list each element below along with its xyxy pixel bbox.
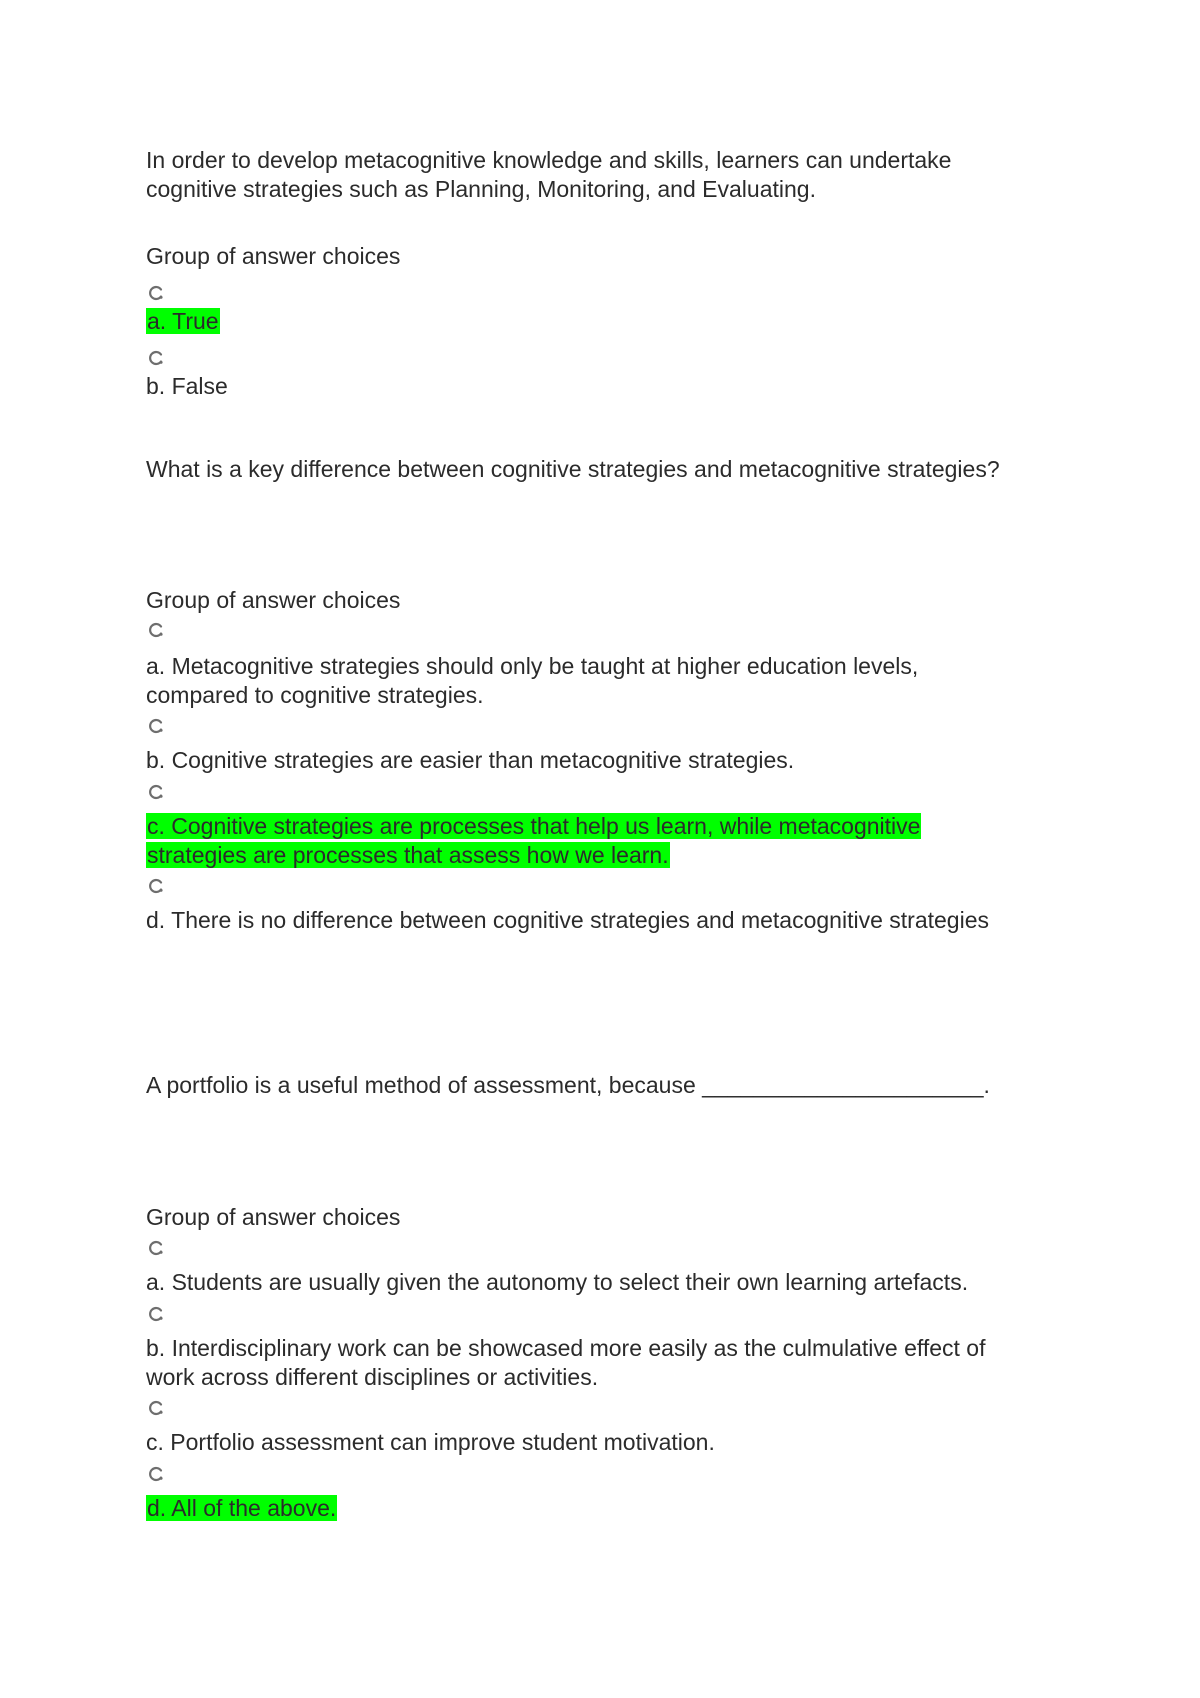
question-3-prompt: A portfolio is a useful method of assessment, because ______________________. <box>146 1072 990 1098</box>
question-1-group-label: Group of answer choices <box>146 243 401 269</box>
question-2-choice-b[interactable]: b. Cognitive strategies are easier than metacognitive strategies. <box>146 747 795 773</box>
question-3-choice-a[interactable]: a. Students are usually given the autonomy to select their own learning artefacts. <box>146 1269 969 1295</box>
radio-button-icon[interactable] <box>148 622 164 638</box>
question-1-prompt-line-1: In order to develop metacognitive knowledge and skills, learners can undertake <box>146 147 952 173</box>
radio-button-icon[interactable] <box>148 1240 164 1256</box>
choice-text: a. True <box>147 308 219 334</box>
choice-text: d. All of the above. <box>147 1495 337 1521</box>
question-3-choice-c[interactable]: c. Portfolio assessment can improve student motivation. <box>146 1429 715 1455</box>
choice-text: c. Cognitive strategies are processes that help us learn, while metacognitive <box>147 813 921 839</box>
choice-text: b. False <box>146 373 228 399</box>
question-2-choice-a-line-2[interactable]: compared to cognitive strategies. <box>146 682 484 708</box>
radio-button-icon[interactable] <box>148 784 164 800</box>
question-1-choice-a[interactable] <box>146 307 220 336</box>
radio-button-icon[interactable] <box>148 1306 164 1322</box>
question-3-group-label: Group of answer choices <box>146 1204 401 1230</box>
radio-button-icon[interactable] <box>148 878 164 894</box>
question-3-choice-b-line-1[interactable]: b. Interdisciplinary work can be showcased more easily as the culmulative effect of <box>146 1335 986 1361</box>
radio-button-icon[interactable] <box>148 350 164 366</box>
radio-button-icon[interactable] <box>148 1400 164 1416</box>
question-1-choice-b[interactable] <box>146 372 228 401</box>
question-2-choice-a-line-1[interactable]: a. Metacognitive strategies should only be taught at higher education levels, <box>146 653 919 679</box>
question-3-choice-b-line-2[interactable]: work across different disciplines or activities. <box>146 1364 599 1390</box>
radio-button-icon[interactable] <box>148 718 164 734</box>
question-2-group-label: Group of answer choices <box>146 587 401 613</box>
radio-button-icon[interactable] <box>148 1466 164 1482</box>
question-2-choice-c-line-1[interactable] <box>146 812 921 841</box>
radio-button-icon[interactable] <box>148 285 164 301</box>
question-1-prompt-line-2: cognitive strategies such as Planning, Monitoring, and Evaluating. <box>146 176 816 202</box>
question-2-prompt: What is a key difference between cognitive strategies and metacognitive strategies? <box>146 456 1000 482</box>
choice-text: strategies are processes that assess how we learn. <box>147 842 669 868</box>
question-2-choice-c-line-2[interactable] <box>146 841 670 870</box>
question-3-choice-d[interactable] <box>146 1494 337 1523</box>
question-2-choice-d[interactable]: d. There is no difference between cognitive strategies and metacognitive strategies <box>146 907 989 933</box>
